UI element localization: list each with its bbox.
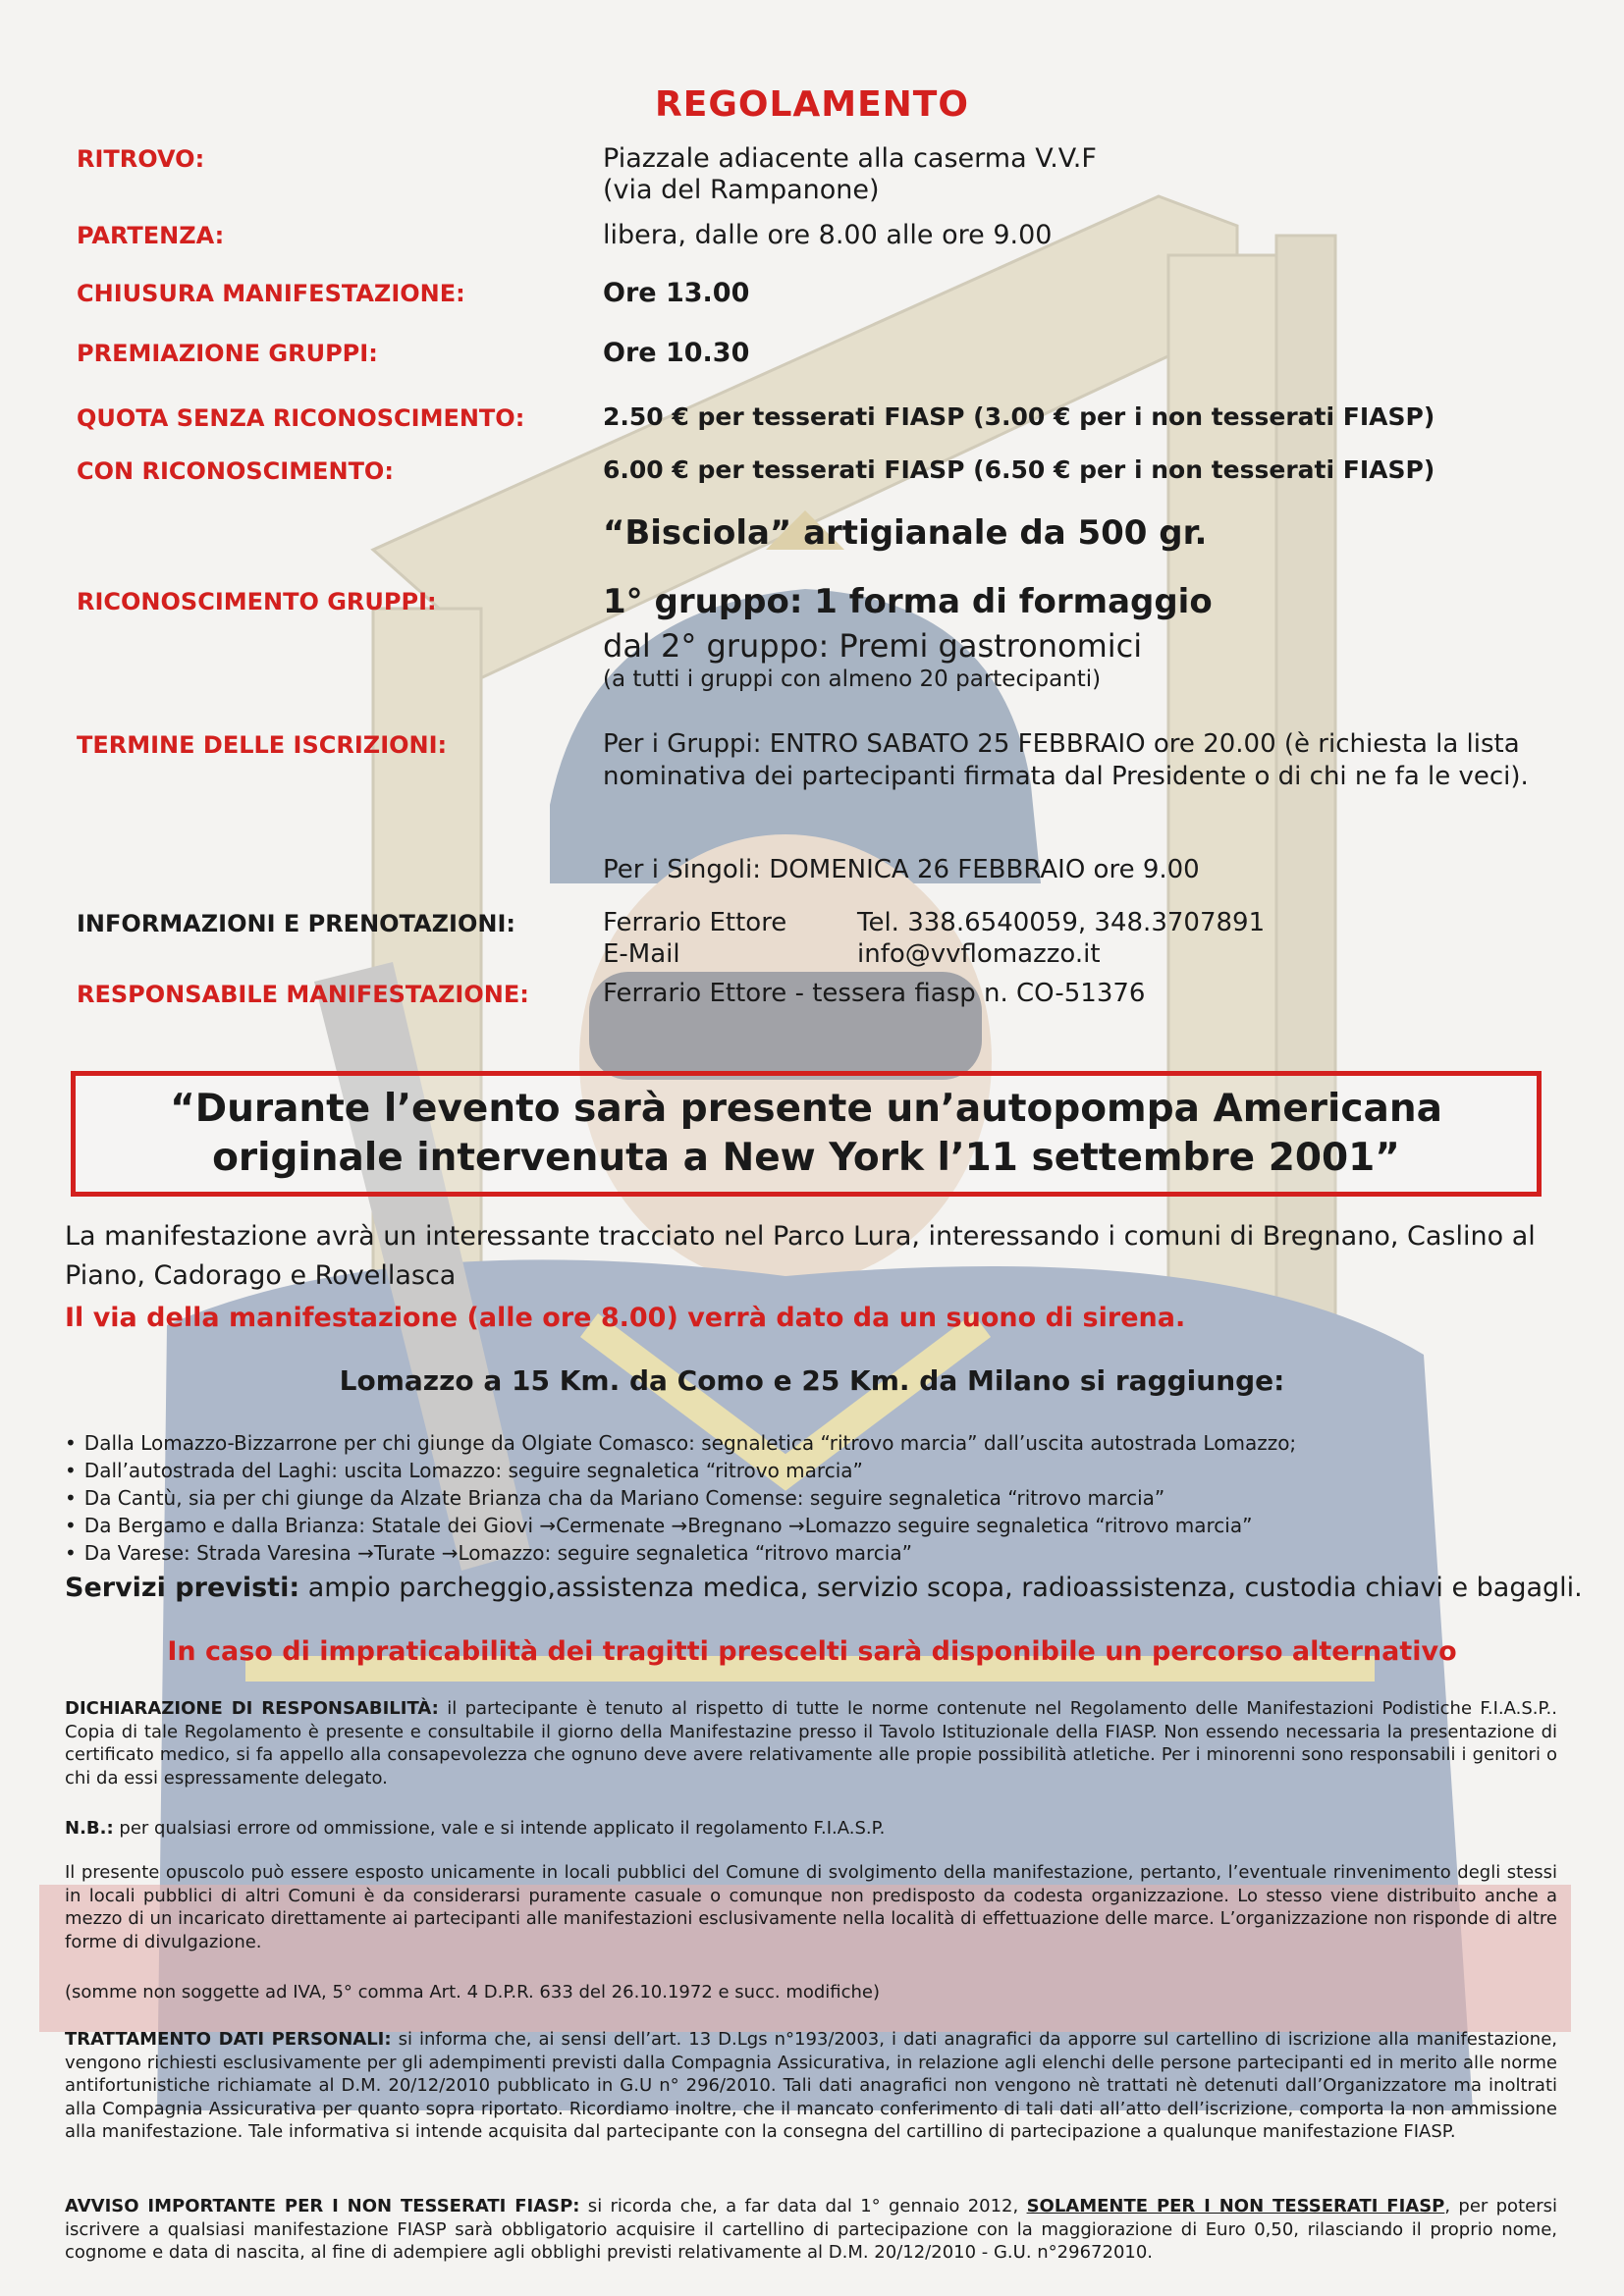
info-name: Ferrario Ettore: [603, 908, 787, 937]
termine-gruppi: Per i Gruppi: ENTRO SABATO 25 FEBBRAIO ore 20.00 (è richiesta la lista nominativa dei partecipanti firmata dal Presidente o di chi ne fa le veci).: [603, 729, 1529, 791]
servizi-label: Servizi previsti:: [65, 1573, 300, 1603]
list-item: • Dall’autostrada del Laghi: uscita Lomazzo: seguire segnaletica “ritrovo marcia”: [65, 1457, 1567, 1484]
quota-value: 2.50 € per tesserati FIASP (3.00 € per i non tesserati FIASP): [603, 402, 1435, 431]
quota-label: QUOTA SENZA RICONOSCIMENTO:: [77, 404, 525, 432]
avviso-underlined: SOLAMENTE PER I NON TESSERATI FIASP: [1026, 2196, 1445, 2216]
avviso-label: AVVISO IMPORTANTE PER I NON TESSERATI FIASP:: [65, 2196, 580, 2216]
responsabile-value: Ferrario Ettore - tessera fiasp n. CO-51376: [603, 979, 1146, 1008]
sirena-notice: Il via della manifestazione (alle ore 8.00) verrà dato da un suono di sirena.: [65, 1303, 1186, 1333]
chiusura-label: CHIUSURA MANIFESTAZIONE:: [77, 280, 465, 307]
highlight-line2: originale intervenuta a New York l’11 settembre 2001”: [212, 1136, 1400, 1180]
nb-label: N.B.:: [65, 1818, 114, 1839]
avviso-text1: si ricorda che, a far data dal 1° gennaio 2012,: [579, 2196, 1027, 2216]
privacy-paragraph: [65, 2028, 1557, 2144]
info-email-label: E-Mail: [603, 939, 680, 969]
highlight-line1: “Durante l’evento sarà presente un’autopompa Americana: [170, 1087, 1442, 1131]
privacy-label: TRATTAMENTO DATI PERSONALI:: [65, 2029, 392, 2050]
ritrovo-value-line2: (via del Rampanone): [603, 175, 880, 205]
responsabile-label: RESPONSABILE MANIFESTAZIONE:: [77, 981, 529, 1008]
opuscolo-paragraph: Il presente opuscolo può essere esposto unicamente in locali pubblici del Comune di svolgimento della manifestazione, pertanto, l’eventuale rinvenimento degli stessi in locali pubblici di altri Comuni è da considerarsi puramente casuale o comunque non predisposto da codesta organizzazione. Lo stesso viene distribuito anche a mezzo di un incaricato direttamente ai partecipanti alle manifestazioni esclusivamente nella località di effettuazione delle marce. L’organizzazione non risponde di altre forme di divulgazione.: [65, 1862, 1557, 1952]
list-item: • Da Varese: Strada Varesina →Turate →Lomazzo: seguire segnaletica “ritrovo marcia”: [65, 1539, 1567, 1567]
altri-gruppi-prize: dal 2° gruppo: Premi gastronomici: [603, 627, 1143, 665]
percorso-alternativo-notice: In caso di impraticabilità dei tragitti prescelti sarà disponibile un percorso alternativo: [167, 1636, 1457, 1667]
dichiarazione-paragraph: [65, 1697, 1557, 1789]
come-arrivare-heading: Lomazzo a 15 Km. da Como e 25 Km. da Milano si raggiunge:: [339, 1364, 1285, 1397]
termine-label: TERMINE DELLE ISCRIZIONI:: [77, 731, 448, 759]
bisciola-prize: “Bisciola” artigianale da 500 gr.: [603, 513, 1208, 553]
list-item: • Da Cantù, sia per chi giunge da Alzate Brianza cha da Mariano Comense: seguire segnaletica “ritrovo marcia”: [65, 1484, 1567, 1512]
directions-list: [65, 1429, 1567, 1567]
iva-note: (somme non soggette ad IVA, 5° comma Art. 4 D.P.R. 633 del 26.10.1972 e succ. modifiche): [65, 1982, 881, 2002]
dichiarazione-text: il partecipante è tenuto al rispetto di tutte le norme contenute nel Regolamento delle Manifestazioni Podistiche F.I.A.S.P.. Copia di tale Regolamento è presente e consultabile il giorno della Manifestazine presso il Tavolo Istituzionale della FIASP. Non essendo necessaria la presentazione di certificato medico, si fa appello alla consapevolezza che ognuno deve avere relativamente alle propie possibilità atletiche. Per i minorenni sono responsabili i genitori o chi da essi espressamente delegato.: [65, 1698, 1557, 1789]
servizi-text: ampio parcheggio,assistenza medica, servizio scopa, radioassistenza, custodia chiavi e bagagli.: [299, 1573, 1583, 1603]
servizi-line: [65, 1573, 1583, 1603]
dichiarazione-label: DICHIARAZIONE DI RESPONSABILITÀ:: [65, 1698, 439, 1719]
info-phone: Tel. 338.6540059, 348.3707891: [857, 908, 1266, 937]
page-title: REGOLAMENTO: [655, 84, 969, 125]
gruppi-condition: (a tutti i gruppi con almeno 20 partecipanti): [603, 667, 1102, 692]
partenza-value: libera, dalle ore 8.00 alle ore 9.00: [603, 220, 1053, 250]
list-item: • Da Bergamo e dalla Brianza: Statale dei Giovi →Cermenate →Bregnano →Lomazzo seguire segnaletica “ritrovo marcia”: [65, 1512, 1567, 1539]
info-label: INFORMAZIONI E PRENOTAZIONI:: [77, 910, 515, 937]
premiazione-value: Ore 10.30: [603, 338, 750, 368]
nb-paragraph: [65, 1817, 1557, 1841]
primo-gruppo-prize: 1° gruppo: 1 forma di formaggio: [603, 582, 1213, 621]
percorso-text: La manifestazione avrà un interessante tracciato nel Parco Lura, interessando i comuni di Bregnano, Caslino al Piano, Cadorago e Rovellasca: [65, 1221, 1536, 1291]
con-riconoscimento-label: CON RICONOSCIMENTO:: [77, 457, 394, 485]
premiazione-label: PREMIAZIONE GRUPPI:: [77, 340, 378, 367]
list-item: • Dalla Lomazzo-Bizzarrone per chi giunge da Olgiate Comasco: segnaletica “ritrovo marcia” dall’uscita autostrada Lomazzo;: [65, 1429, 1567, 1457]
nb-text: per qualsiasi errore od ommissione, vale e si intende applicato il regolamento F.I.A.S.P.: [113, 1818, 886, 1839]
avviso-paragraph: [65, 2195, 1557, 2265]
ritrovo-label: RITROVO:: [77, 145, 205, 173]
avviso-text2: , per potersi iscrivere a qualsiasi manifestazione FIASP sarà obbligatorio acquisire il cartellino di partecipazione con la maggiorazione di Euro 0,50, rilasciando il proprio nome, cognome e data di nascita, al fine di adempiere agli obblighi previsti relativamente al D.M. 20/12/2010 - G.U. n°29672010.: [65, 2196, 1557, 2263]
termine-singoli: Per i Singoli: DOMENICA 26 FEBBRAIO ore 9.00: [603, 855, 1200, 884]
con-riconoscimento-value: 6.00 € per tesserati FIASP (6.50 € per i non tesserati FIASP): [603, 455, 1435, 484]
info-email[interactable]: info@vvflomazzo.it: [857, 939, 1101, 969]
privacy-text: si informa che, ai sensi dell’art. 13 D.Lgs n°193/2003, i dati anagrafici da apporre sul cartellino di iscrizione alla manifestazione, vengono richiesti esclusivamente per gli adempimenti previsti dalla Compagnia Assicurativa, in relazione agli elenchi delle persone partecipanti ed in merito alle norme antifortunistiche richiamate al D.M. 20/12/2010 pubblicato in G.U n° 296/2010. Tali dati anagrafici non vengono nè trattati nè detenuti dall’Organizzatore ma inoltrati alla Compagnia Assicurativa per quanto sopra riportato. Ricordiamo inoltre, che il mancato conferimento di tali dati all’atto dell’iscrizione, comporta la non ammissione alla manifestazione. Tale informativa si intende acquisita dal partecipante con la consegna del cartillino di partecipazione a qualunque manifestazione FIASP.: [65, 2029, 1557, 2142]
partenza-label: PARTENZA:: [77, 222, 225, 249]
autopompa-highlight-box: [71, 1071, 1542, 1197]
chiusura-value: Ore 13.00: [603, 278, 750, 308]
riconoscimento-gruppi-label: RICONOSCIMENTO GRUPPI:: [77, 588, 437, 615]
ritrovo-value-line1: Piazzale adiacente alla caserma V.V.F: [603, 143, 1097, 174]
